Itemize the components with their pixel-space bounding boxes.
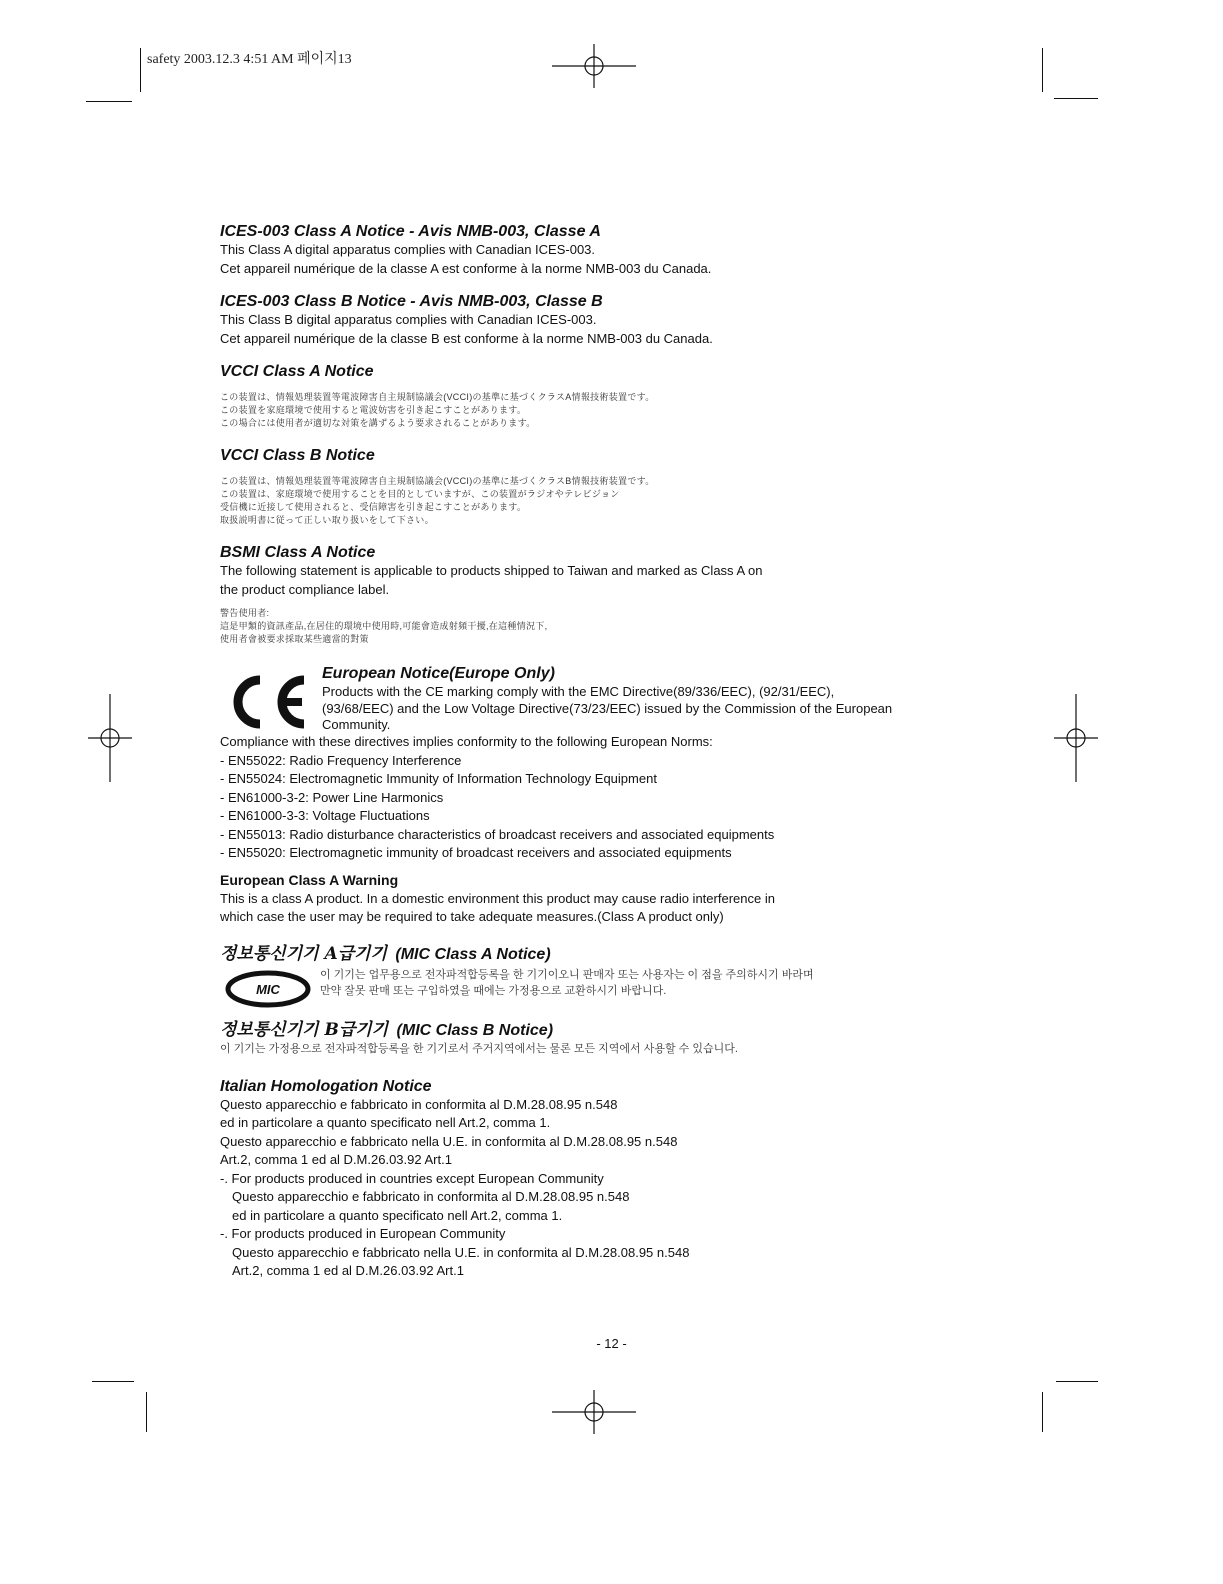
norm-item: - EN55020: Electromagnetic immunity of broadcast receivers and associated equipments bbox=[220, 845, 732, 860]
body-line: Questo apparecchio e fabbricato in conformita al D.M.28.08.95 n.548 bbox=[220, 1096, 618, 1112]
bsmi-section bbox=[220, 543, 1000, 646]
document-body bbox=[220, 222, 1000, 1281]
section-title: VCCI Class A Notice bbox=[220, 363, 374, 380]
crop-mark bbox=[1056, 1381, 1098, 1382]
japanese-line: この装置を家庭環境で使用すると電波妨害を引き起こすことがあります。 bbox=[220, 405, 527, 415]
registration-mark-icon bbox=[552, 1390, 636, 1434]
section-title: BSMI Class A Notice bbox=[220, 544, 376, 561]
crop-mark bbox=[146, 1392, 147, 1432]
italian-section bbox=[220, 1077, 1000, 1281]
korean-line: 이 기기는 업무용으로 전자파적합등록을 한 기기이오니 판매자 또는 사용자는 이 점을 주의하시기 바라며 bbox=[320, 968, 814, 981]
korean-line: 이 기기는 가정용으로 전자파적합등록을 한 기기로서 주거지역에서는 물론 모든 지역에서 사용할 수 있습니다. bbox=[220, 1042, 738, 1055]
subsection-title: -. For products produced in European Community bbox=[220, 1226, 506, 1241]
body-line: the product compliance label. bbox=[220, 581, 390, 597]
japanese-line: 取扱説明書に従って正しい取り扱いをして下さい。 bbox=[220, 515, 434, 525]
english-title: (MIC Class B Notice) bbox=[396, 1021, 554, 1039]
section-title bbox=[220, 943, 1000, 965]
chinese-line: 這是甲類的資訊產品,在居住的環境中使用時,可能會造成射頻干擾,在這種情況下, bbox=[220, 621, 548, 631]
chinese-line: 使用者會被要求採取某些適當的對策 bbox=[220, 634, 369, 644]
norm-item: - EN61000-3-3: Voltage Fluctuations bbox=[220, 808, 430, 823]
body-line: Cet appareil numérique de la classe A est conforme à la norme NMB-003 du Canada. bbox=[220, 260, 712, 276]
ices-b-section bbox=[220, 292, 1000, 348]
ices-a-section bbox=[220, 222, 1000, 278]
body-line: (93/68/EEC) and the Low Voltage Directive(73/23/EEC) issued by the Commission of the European bbox=[322, 701, 893, 716]
crop-mark bbox=[1042, 48, 1043, 92]
section-title: Italian Homologation Notice bbox=[220, 1077, 432, 1095]
mic-a-section bbox=[220, 943, 1000, 1009]
body-line: This Class B digital apparatus complies with Canadian ICES-003. bbox=[220, 312, 597, 327]
body-line: Questo apparecchio e fabbricato nella U.E. in conformita al D.M.28.08.95 n.548 bbox=[220, 1133, 678, 1149]
korean-title: 정보통신기기 B급기기 bbox=[220, 1019, 389, 1040]
svg-text:MIC: MIC bbox=[256, 981, 280, 997]
body-line: ed in particolare a quanto specificato nell Art.2, comma 1. bbox=[232, 1207, 563, 1223]
europe-section bbox=[220, 664, 1000, 927]
crop-mark bbox=[86, 101, 132, 102]
compliance-line: Compliance with these directives implies conformity to the following European Norms: bbox=[220, 734, 713, 749]
page-number: - 12 - bbox=[596, 1336, 627, 1351]
section-title bbox=[220, 1019, 1000, 1041]
english-title: (MIC Class A Notice) bbox=[395, 945, 551, 963]
norm-item: - EN55024: Electromagnetic Immunity of Information Technology Equipment bbox=[220, 771, 657, 786]
subsection-title: -. For products produced in countries except European Community bbox=[220, 1170, 604, 1186]
japanese-line: 受信機に近接して使用されると、受信障害を引き起こすことがあります。 bbox=[220, 502, 527, 512]
vcci-a-section bbox=[220, 362, 1000, 430]
mic-b-section bbox=[220, 1019, 1000, 1057]
japanese-line: この装置は、情報処理装置等電波障害自主規制協議会(VCCI)の基準に基づくクラスB情報技術装置です。 bbox=[220, 476, 655, 486]
body-line: The following statement is applicable to products shipped to Taiwan and marked as Class A on bbox=[220, 563, 763, 578]
norm-item: - EN55022: Radio Frequency Interference bbox=[220, 752, 462, 768]
crop-mark bbox=[1042, 1392, 1043, 1432]
vcci-b-section bbox=[220, 446, 1000, 527]
body-line: ed in particolare a quanto specificato nell Art.2, comma 1. bbox=[220, 1115, 551, 1130]
crop-mark bbox=[1054, 98, 1098, 99]
korean-line: 만약 잘못 판매 또는 구입하였을 때에는 가정용으로 교환하시기 바랍니다. bbox=[320, 984, 667, 997]
japanese-line: この装置は、情報処理装置等電波障害自主規制協議会(VCCI)の基準に基づくクラスA情報技術装置です。 bbox=[220, 392, 655, 402]
warning-title: European Class A Warning bbox=[220, 871, 399, 888]
body-line: Questo apparecchio e fabbricato in conformita al D.M.28.08.95 n.548 bbox=[232, 1189, 630, 1204]
registration-mark-icon bbox=[1054, 694, 1098, 782]
norm-item: - EN61000-3-2: Power Line Harmonics bbox=[220, 789, 444, 805]
crop-mark bbox=[92, 1381, 134, 1382]
chinese-line: 警告使用者: bbox=[220, 608, 270, 618]
print-stamp: safety 2003.12.3 4:51 AM 페이지13 bbox=[147, 52, 352, 67]
section-title: VCCI Class B Notice bbox=[220, 447, 375, 464]
body-line: Questo apparecchio e fabbricato nella U.E. in conformita al D.M.28.08.95 n.548 bbox=[232, 1244, 690, 1260]
registration-mark-icon bbox=[88, 694, 132, 782]
mic-logo-icon bbox=[220, 967, 320, 1011]
body-line: This Class A digital apparatus complies with Canadian ICES-003. bbox=[220, 242, 596, 257]
section-title: European Notice(Europe Only) bbox=[322, 665, 555, 682]
body-line: Community. bbox=[322, 717, 391, 732]
ce-mark-icon bbox=[220, 672, 312, 732]
body-line: This is a class A product. In a domestic environment this product may cause radio interference in bbox=[220, 890, 775, 906]
section-title: ICES-003 Class B Notice - Avis NMB-003, Classe B bbox=[220, 293, 603, 310]
crop-mark bbox=[140, 48, 141, 92]
body-line: which case the user may be required to take adequate measures.(Class A product only) bbox=[220, 909, 724, 924]
japanese-line: この場合には使用者が適切な対策を講ずるよう要求されることがあります。 bbox=[220, 418, 536, 428]
body-line: Art.2, comma 1 ed al D.M.26.03.92 Art.1 bbox=[232, 1263, 464, 1278]
norm-item: - EN55013: Radio disturbance characteristics of broadcast receivers and associated equipments bbox=[220, 826, 775, 842]
japanese-line: この装置は、家庭環境で使用することを目的としていますが、この装置がラジオやテレビジョン bbox=[220, 489, 620, 499]
registration-mark-icon bbox=[552, 44, 636, 88]
section-title: ICES-003 Class A Notice - Avis NMB-003, Classe A bbox=[220, 223, 601, 240]
korean-title: 정보통신기기 A급기기 bbox=[220, 943, 387, 964]
body-line: Cet appareil numérique de la classe B est conforme à la norme NMB-003 du Canada. bbox=[220, 330, 713, 346]
body-line: Products with the CE marking comply with the EMC Directive(89/336/EEC), (92/31/EEC), bbox=[322, 684, 835, 699]
body-line: Art.2, comma 1 ed al D.M.26.03.92 Art.1 bbox=[220, 1152, 452, 1167]
